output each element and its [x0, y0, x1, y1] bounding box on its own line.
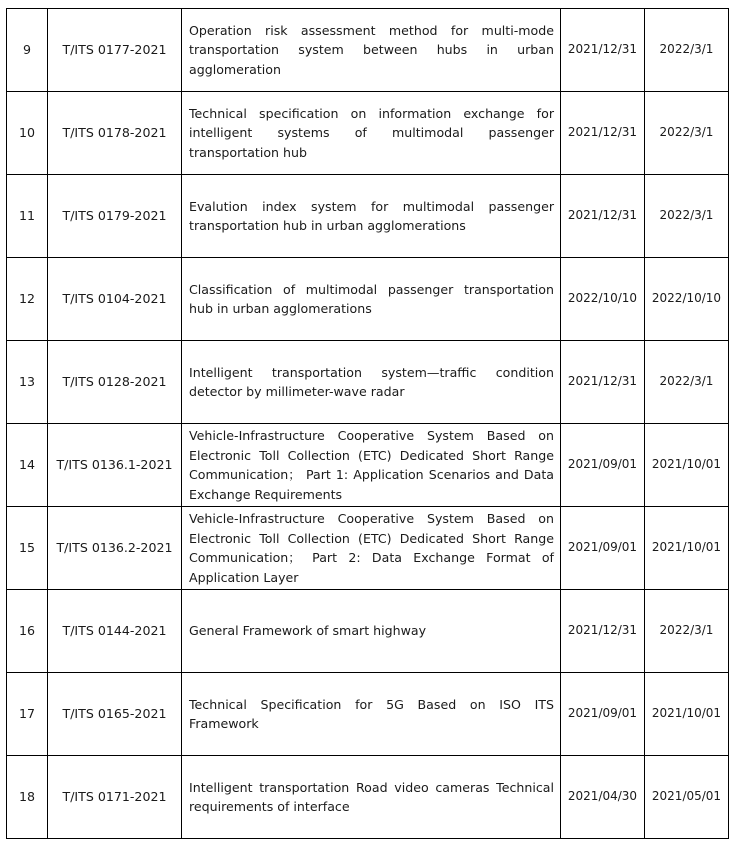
row-number: 15 — [7, 507, 48, 590]
table-row — [7, 175, 729, 258]
release-date: 2021/12/31 — [561, 175, 645, 258]
standard-code: T/ITS 0136.1-2021 — [48, 424, 182, 507]
standard-code: T/ITS 0178-2021 — [48, 92, 182, 175]
row-number: 17 — [7, 673, 48, 756]
table-row — [7, 341, 729, 424]
release-date: 2021/09/01 — [561, 673, 645, 756]
standard-code: T/ITS 0171-2021 — [48, 756, 182, 839]
standard-title: Intelligent transportation system—traffic condition detector by millimeter-wave radar — [182, 341, 561, 424]
release-date: 2021/12/31 — [561, 92, 645, 175]
release-date: 2022/10/10 — [561, 258, 645, 341]
implement-date: 2022/10/10 — [645, 258, 729, 341]
standard-title: Classification of multimodal passenger transportation hub in urban agglomerations — [182, 258, 561, 341]
standard-code: T/ITS 0104-2021 — [48, 258, 182, 341]
row-number: 13 — [7, 341, 48, 424]
row-number: 11 — [7, 175, 48, 258]
standard-code: T/ITS 0144-2021 — [48, 590, 182, 673]
implement-date: 2021/05/01 — [645, 756, 729, 839]
table-row — [7, 424, 729, 507]
row-number: 16 — [7, 590, 48, 673]
row-number: 10 — [7, 92, 48, 175]
row-number: 12 — [7, 258, 48, 341]
standard-code: T/ITS 0128-2021 — [48, 341, 182, 424]
row-number: 14 — [7, 424, 48, 507]
implement-date: 2022/3/1 — [645, 92, 729, 175]
table-row — [7, 590, 729, 673]
standard-title: Evalution index system for multimodal passenger transportation hub in urban agglomerations — [182, 175, 561, 258]
standard-title: Technical specification on information exchange for intelligent systems of multimodal passenger transportation hub — [182, 92, 561, 175]
table-row — [7, 756, 729, 839]
release-date: 2021/12/31 — [561, 9, 645, 92]
standard-title: General Framework of smart highway — [182, 590, 561, 673]
standard-title: Technical Specification for 5G Based on ISO ITS Framework — [182, 673, 561, 756]
release-date: 2021/12/31 — [561, 341, 645, 424]
implement-date: 2021/10/01 — [645, 424, 729, 507]
standards-table — [6, 8, 729, 839]
release-date: 2021/09/01 — [561, 507, 645, 590]
standard-title: Vehicle-Infrastructure Cooperative System Based on Electronic Toll Collection (ETC) Dedicated Short Range Communication； Part 1: Application Scenarios and Data Exchange Requirements — [182, 424, 561, 507]
standard-code: T/ITS 0179-2021 — [48, 175, 182, 258]
standard-title: Intelligent transportation Road video cameras Technical requirements of interface — [182, 756, 561, 839]
row-number: 9 — [7, 9, 48, 92]
table-row — [7, 673, 729, 756]
implement-date: 2021/10/01 — [645, 507, 729, 590]
table-row — [7, 507, 729, 590]
standard-code: T/ITS 0177-2021 — [48, 9, 182, 92]
release-date: 2021/12/31 — [561, 590, 645, 673]
implement-date: 2022/3/1 — [645, 341, 729, 424]
implement-date: 2022/3/1 — [645, 175, 729, 258]
standard-title: Operation risk assessment method for multi-mode transportation system between hubs in urban agglomeration — [182, 9, 561, 92]
implement-date: 2022/3/1 — [645, 590, 729, 673]
standard-code: T/ITS 0165-2021 — [48, 673, 182, 756]
standard-code: T/ITS 0136.2-2021 — [48, 507, 182, 590]
table-row — [7, 9, 729, 92]
table-row — [7, 258, 729, 341]
standard-title: Vehicle-Infrastructure Cooperative System Based on Electronic Toll Collection (ETC) Dedicated Short Range Communication； Part 2: Data Exchange Format of Application Layer — [182, 507, 561, 590]
implement-date: 2021/10/01 — [645, 673, 729, 756]
release-date: 2021/09/01 — [561, 424, 645, 507]
release-date: 2021/04/30 — [561, 756, 645, 839]
row-number: 18 — [7, 756, 48, 839]
implement-date: 2022/3/1 — [645, 9, 729, 92]
table-row — [7, 92, 729, 175]
